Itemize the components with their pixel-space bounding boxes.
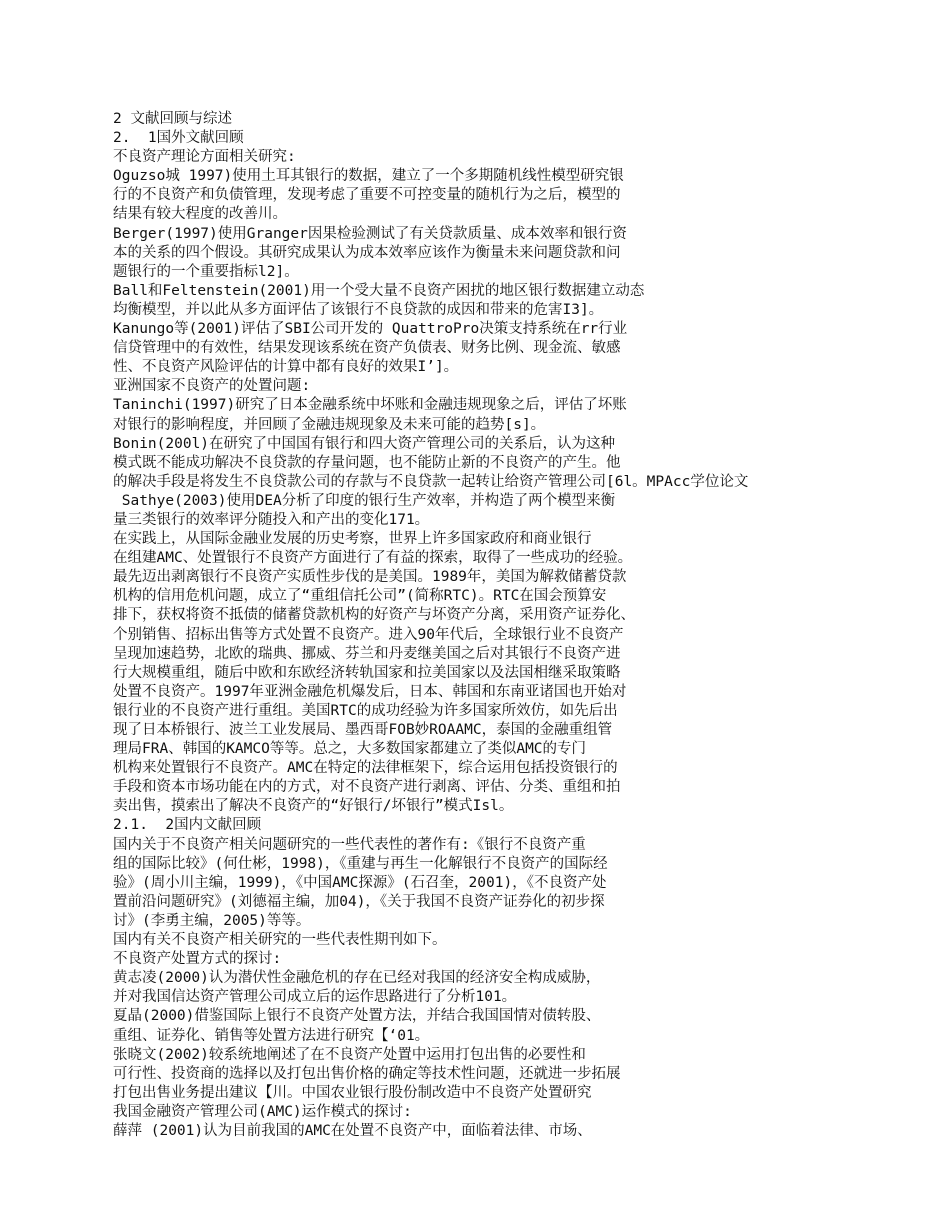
text-line: 并对我国信达资产管理公司成立后的运作思路进行了分析101。 <box>113 989 517 1006</box>
text-line: 呈现加速趋势，北欧的瑞典、挪威、芬兰和丹麦继美国之后对其银行不良资产进 <box>113 645 621 662</box>
text-line: Oguzso城 1997)使用土耳其银行的数据，建立了一个多期随机线性模型研究银 <box>113 168 624 185</box>
text-line: 置前沿问题研究》(刘德福主编，加04)，《关于我国不良资产证券化的初步探 <box>113 893 605 910</box>
topic-heading: 不良资产处置方式的探讨: <box>113 951 282 968</box>
document-page <box>113 110 873 1141</box>
text-line: 重组、证券化、销售等处置方法进行研究【‘01。 <box>113 1027 430 1044</box>
text-line: 薛萍 (2001)认为目前我国的AMC在处置不良资产中，面临着法律、市场、 <box>113 1122 592 1139</box>
text-line: 的解决手段是将发生不良贷款公司的存款与不良贷款一起转让给资产管理公司[6l。MPAcc学位论文 <box>113 473 749 490</box>
text-line: 均衡模型，并以此从多方面评估了该银行不良贷款的成因和带来的危害I3]。 <box>113 301 604 318</box>
text-line: 对银行的影响程度，并回顾了金融违规现象及未来可能的趋势[s]。 <box>113 416 546 433</box>
text-line: 张晓文(2002)较系统地阐述了在不良资产处置中运用打包出售的必要性和 <box>113 1046 586 1063</box>
text-line: 在实践上，从国际金融业发展的历史考察，世界上许多国家政府和商业银行 <box>113 531 592 548</box>
text-line: 黄志凌(2000)认为潜伏性金融危机的存在已经对我国的经济安全构成威胁， <box>113 970 601 987</box>
text-line: 理局FRA、韩国的KAMCO等等。总之，大多数国家都建立了类似AMC的专门 <box>113 741 587 758</box>
text-line: 本的关系的四个假设。其研究成果认为成本效率应该作为衡量未来问题贷款和问 <box>113 244 621 261</box>
subsection-heading: 2. 1国外文献回顾 <box>113 130 244 147</box>
text-line: 排下，获权将资不抵债的储蓄贷款机构的好资产与坏资产分离，采用资产证券化、 <box>113 607 635 624</box>
topic-heading: 我国金融资产管理公司(AMC)运作模式的探讨: <box>113 1103 412 1120</box>
text-line: 机构来处置银行不良资产。AMC在特定的法律框架下，综合运用包括投资银行的 <box>113 760 618 777</box>
topic-heading: 不良资产理论方面相关研究: <box>113 149 296 166</box>
text-line: 行的不良资产和负债管理，发现考虑了重要不可控变量的随机行为之后，模型的 <box>113 187 621 204</box>
text-line: 在组建AMC、处置银行不良资产方面进行了有益的探索，取得了一些成功的经验。 <box>113 550 633 567</box>
text-line: Kanungo等(2001)评估了SBI公司开发的 QuattroPro决策支持系统在rr行业 <box>113 321 628 338</box>
text-line: 打包出售业务提出建议【川。中国农业银行股份制改造中不良资产处置研究 <box>113 1084 592 1101</box>
text-line: 信贷管理中的有效性，结果发现该系统在资产负债表、财务比例、现金流、敏感 <box>113 340 621 357</box>
text-line: 组的国际比较》(何仕彬，1998)，《重建与再生一化解银行不良资产的国际经 <box>113 855 608 872</box>
text-line: 个别销售、招标出售等方式处置不良资产。进入90年代后，全球银行业不良资产 <box>113 626 624 643</box>
text-line: 量三类银行的效率评分随投入和产出的变化171。 <box>113 511 430 528</box>
text-line: 手段和资本市场功能在内的方式，对不良资产进行剥离、评估、分类、重组和拍 <box>113 779 621 796</box>
text-line: 性、不良资产风险评估的计算中都有良好的效果I’]。 <box>113 359 459 376</box>
text-line: 现了日本桥银行、波兰工业发展局、墨西哥FOB妙ROAAMC，泰国的金融重组管 <box>113 722 613 738</box>
text-line: 银行业的不良资产进行重组。美国RTC的成功经验为许多国家所效仿，如先后出 <box>113 702 618 719</box>
text-line: Berger(1997)使用Granger因果检验测试了有关贷款质量、成本效率和银行资 <box>113 225 627 242</box>
text-line: 可行性、投资商的选择以及打包出售价格的确定等技术性问题，还就进一步拓展 <box>113 1065 621 1082</box>
text-line: 题银行的一个重要指标l2]。 <box>113 263 299 280</box>
text-line: Taninchi(1997)研究了日本金融系统中坏账和金融违规现象之后，评估了坏账 <box>113 397 627 414</box>
text-line: Bonin(200l)在研究了中国国有银行和四大资产管理公司的关系后，认为这种 <box>113 435 616 452</box>
text-line: 行大规模重组，随后中欧和东欧经济转轨国家和拉美国家以及法国相继采取策略 <box>113 664 621 681</box>
text-line: 结果有较大程度的改善川。 <box>113 206 287 223</box>
text-line: 卖出售，摸索出了解决不良资产的“好银行/坏银行”模式Isl。 <box>113 798 514 815</box>
text-line: 讨》(李勇主编，2005)等等。 <box>113 912 311 929</box>
text-line: 最先迈出剥离银行不良资产实质性步伐的是美国。1989年，美国为解救储蓄贷款 <box>113 569 627 586</box>
text-line: 模式既不能成功解决不良贷款的存量问题，也不能防止新的不良资产的产生。他 <box>113 454 621 471</box>
text-line: 验》(周小川主编，1999)，《中国AMC探源》(石召奎，2001)，《不良资产处 <box>113 874 607 891</box>
text-line: Ball和Feltenstein(2001)用一个受大量不良资产困扰的地区银行数据建立动态 <box>113 282 645 299</box>
text-line: Sathye(2003)使用DEA分析了印度的银行生产效率，并构造了两个模型来衡 <box>113 492 616 509</box>
text-line: 国内有关不良资产相关研究的一些代表性期刊如下。 <box>113 932 447 949</box>
text-line: 夏晶(2000)借鉴国际上银行不良资产处置方法，并结合我国国情对债转股、 <box>113 1008 601 1025</box>
subsection-heading: 2.1. 2国内文献回顾 <box>113 817 262 834</box>
text-line: 机构的信用危机问题，成立了“重组信托公司”(简称RTC)。RTC在国会预算安 <box>113 588 607 605</box>
text-line: 处置不良资产。1997年亚洲金融危机爆发后，日本、韩国和东南亚诸国也开始对 <box>113 683 627 700</box>
topic-heading: 亚洲国家不良资产的处置问题: <box>113 378 311 395</box>
section-heading: 2 文献回顾与综述 <box>113 111 232 127</box>
text-line: 国内关于不良资产相关问题研究的一些代表性的著作有:《银行不良资产重 <box>113 836 586 853</box>
